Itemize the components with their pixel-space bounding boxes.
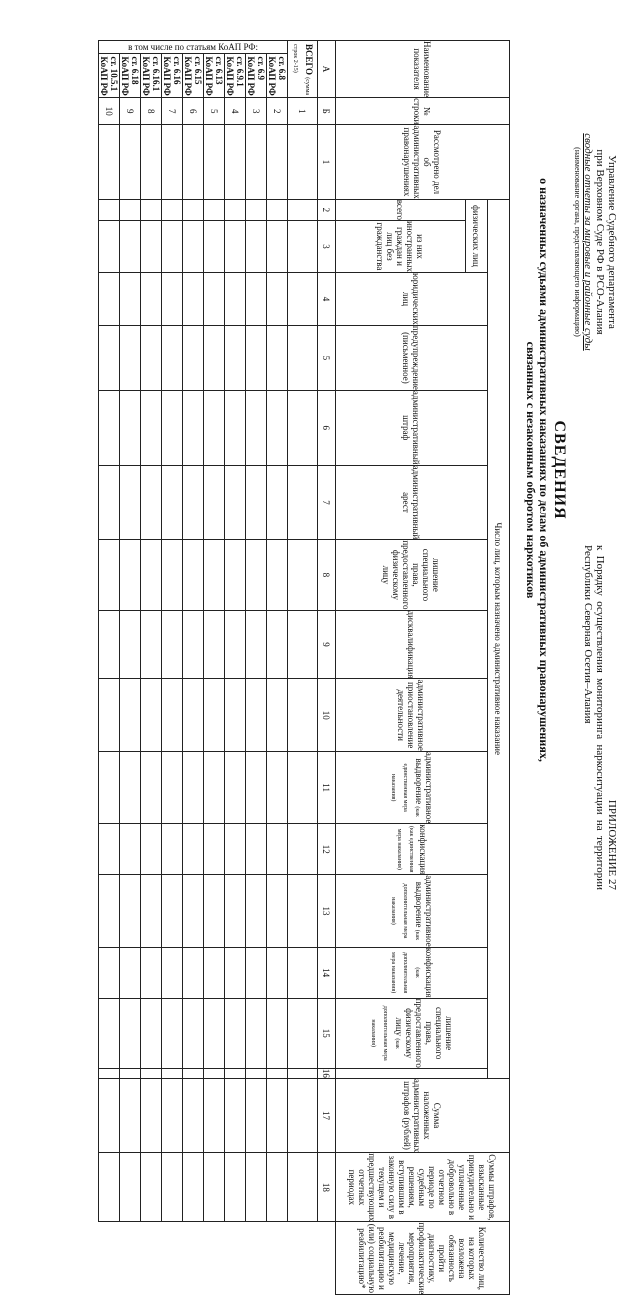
col-13-header: [336, 875, 488, 947]
data-cell[interactable]: [246, 465, 267, 540]
data-cell[interactable]: [141, 125, 162, 199]
data-cell[interactable]: [183, 875, 204, 947]
data-cell[interactable]: [288, 998, 318, 1068]
data-cell[interactable]: [141, 751, 162, 823]
data-cell[interactable]: [183, 1153, 204, 1222]
data-cell[interactable]: [288, 125, 318, 199]
data-cell[interactable]: [162, 998, 183, 1068]
col-8-header: лишение специального права, предоставленного физическому лицу: [336, 540, 488, 610]
data-cell[interactable]: [99, 1078, 120, 1152]
data-cell[interactable]: [141, 199, 162, 220]
data-cell[interactable]: [99, 125, 120, 199]
data-cell[interactable]: [141, 1153, 162, 1222]
data-cell[interactable]: [204, 325, 225, 390]
label-b: Б: [318, 98, 336, 125]
data-cell[interactable]: [120, 465, 141, 540]
data-cell[interactable]: [246, 273, 267, 326]
appendix-number: ПРИЛОЖЕНИЕ 27: [606, 799, 618, 890]
col-9-header: дисквалификация: [336, 610, 488, 679]
data-cell[interactable]: [204, 751, 225, 823]
data-cell[interactable]: [267, 998, 288, 1068]
data-cell[interactable]: [246, 947, 267, 998]
data-cell[interactable]: [99, 390, 120, 465]
data-cell[interactable]: [120, 947, 141, 998]
data-cell[interactable]: [246, 679, 267, 751]
title-line-1: о назначенных судьями административных наказаниях по делам об административных правонарушениях,: [537, 178, 551, 762]
data-cell[interactable]: [162, 220, 183, 272]
data-cell[interactable]: [246, 1068, 267, 1078]
data-cell[interactable]: [225, 998, 246, 1068]
data-cell[interactable]: [99, 610, 120, 679]
data-cell[interactable]: [120, 390, 141, 465]
data-cell[interactable]: [120, 1068, 141, 1078]
col-num-10: 10: [318, 679, 336, 751]
col-num-5: 5: [318, 325, 336, 390]
data-cell[interactable]: [99, 199, 120, 220]
document-title: [524, 150, 568, 790]
col-2-header: всего: [336, 199, 466, 220]
data-cell[interactable]: [141, 998, 162, 1068]
data-cell[interactable]: [288, 679, 318, 751]
row-article: ст. 6.9 КоАП РФ: [246, 53, 267, 98]
data-cell[interactable]: [225, 199, 246, 220]
data-cell[interactable]: [288, 465, 318, 540]
data-cell[interactable]: [288, 1153, 318, 1222]
row-article: ст. 6.8 КоАП РФ: [267, 53, 288, 98]
issuer-line-1: Управление Судебного департамента: [606, 155, 618, 329]
row-num: 3: [246, 98, 267, 125]
total-label: ВСЕГО: [304, 44, 315, 76]
data-cell[interactable]: [99, 273, 120, 326]
data-cell[interactable]: [162, 325, 183, 390]
issuer-line-3: сводные отчеты за мировые и районные суды: [582, 133, 594, 351]
col-18-header: Количество лиц, на которых возложена обязанность пройти диагностику, профилактические мероприятия, лечение, медицинскую реабилитацию и (или) социальную реабилитацию*: [336, 1222, 510, 1295]
data-cell[interactable]: [120, 220, 141, 272]
data-cell[interactable]: [141, 390, 162, 465]
data-cell[interactable]: [225, 1078, 246, 1152]
data-cell[interactable]: [204, 465, 225, 540]
data-cell[interactable]: [162, 679, 183, 751]
data-cell[interactable]: [183, 824, 204, 875]
data-cell[interactable]: [162, 824, 183, 875]
including-label: в том числе по статьям КоАП РФ:: [128, 41, 258, 52]
data-cell[interactable]: [288, 220, 318, 272]
data-cell[interactable]: [183, 220, 204, 272]
data-cell[interactable]: [183, 679, 204, 751]
data-cell[interactable]: [267, 125, 288, 199]
data-cell[interactable]: [183, 1078, 204, 1152]
data-cell[interactable]: [141, 610, 162, 679]
data-cell[interactable]: [183, 125, 204, 199]
data-cell[interactable]: [99, 998, 120, 1068]
data-cell[interactable]: [225, 273, 246, 326]
col-12-header: [336, 824, 488, 875]
data-cell[interactable]: [99, 751, 120, 823]
row-article: ст. 6.16 КоАП РФ: [162, 53, 183, 98]
col-11-label: административное выдворение: [414, 751, 435, 824]
data-cell[interactable]: [267, 1068, 288, 1078]
row-num: 2: [267, 98, 288, 125]
data-cell[interactable]: [288, 390, 318, 465]
data-cell[interactable]: [204, 1078, 225, 1152]
col-num-15: 15: [318, 998, 336, 1068]
data-cell[interactable]: [120, 998, 141, 1068]
col-num-12: 12: [318, 824, 336, 875]
col-num-18: 18: [318, 1153, 336, 1222]
total-row-label: [288, 41, 318, 98]
data-cell[interactable]: [141, 824, 162, 875]
data-cell[interactable]: [267, 1078, 288, 1152]
col-15-label: лишение специального права, предоставленного физическому лицу: [394, 998, 455, 1068]
data-cell[interactable]: [288, 199, 318, 220]
col-16-header: Сумма наложенных административных штрафов (рублей): [336, 1078, 510, 1152]
data-cell[interactable]: [162, 947, 183, 998]
data-cell[interactable]: [288, 610, 318, 679]
data-cell[interactable]: [225, 220, 246, 272]
data-cell[interactable]: [183, 1068, 204, 1078]
data-cell[interactable]: [120, 1078, 141, 1152]
data-cell[interactable]: [120, 824, 141, 875]
group-phys-header: физических лиц: [466, 199, 488, 272]
data-cell[interactable]: [267, 875, 288, 947]
data-cell[interactable]: [162, 199, 183, 220]
data-cell[interactable]: [267, 751, 288, 823]
data-cell[interactable]: [99, 540, 120, 610]
data-cell[interactable]: [204, 1068, 225, 1078]
col-6-header: административный штраф: [336, 390, 488, 465]
col-5-header: предупреждение (письменное): [336, 325, 488, 390]
data-cell[interactable]: [204, 610, 225, 679]
data-cell[interactable]: [120, 875, 141, 947]
data-cell[interactable]: [99, 824, 120, 875]
data-cell[interactable]: [183, 998, 204, 1068]
data-cell[interactable]: [288, 273, 318, 326]
data-cell[interactable]: [183, 325, 204, 390]
data-cell[interactable]: [162, 1153, 183, 1222]
data-cell[interactable]: [246, 824, 267, 875]
col-4-header: юридических лиц: [336, 273, 488, 326]
col-num-7: 7: [318, 465, 336, 540]
total-note: (сумма строк 2-15): [292, 44, 311, 95]
issuer-caption: (наименование органа, представляющего информацию): [573, 147, 582, 337]
col-num-9: 9: [318, 610, 336, 679]
data-cell[interactable]: [162, 273, 183, 326]
data-cell[interactable]: [120, 679, 141, 751]
data-cell[interactable]: [183, 199, 204, 220]
data-cell[interactable]: [141, 947, 162, 998]
col-num-1: 1: [318, 125, 336, 199]
data-cell[interactable]: [120, 125, 141, 199]
data-cell[interactable]: [267, 540, 288, 610]
including-label-cell: [99, 41, 288, 54]
data-cell[interactable]: [204, 1153, 225, 1222]
data-cell[interactable]: [246, 1078, 267, 1152]
data-cell[interactable]: [204, 199, 225, 220]
col-num-2: 2: [318, 199, 336, 220]
total-row-num: 1: [288, 98, 318, 125]
data-cell[interactable]: [204, 273, 225, 326]
data-cell[interactable]: [120, 273, 141, 326]
data-cell[interactable]: [225, 325, 246, 390]
data-cell[interactable]: [288, 325, 318, 390]
data-cell[interactable]: [225, 125, 246, 199]
report-table: [98, 40, 510, 1295]
data-cell[interactable]: [99, 875, 120, 947]
data-cell[interactable]: [225, 390, 246, 465]
data-cell[interactable]: [99, 465, 120, 540]
data-cell[interactable]: [204, 540, 225, 610]
data-cell[interactable]: [246, 125, 267, 199]
data-cell[interactable]: [225, 679, 246, 751]
data-cell[interactable]: [288, 540, 318, 610]
data-cell[interactable]: [288, 751, 318, 823]
data-cell[interactable]: [225, 540, 246, 610]
data-cell[interactable]: [246, 390, 267, 465]
col-num-4: 4: [318, 273, 336, 326]
title-line-2: связанных с незаконным оборотом наркотиков: [524, 341, 538, 599]
group-persons-header: Число лиц, которым назначено административное наказание: [488, 199, 510, 1078]
col-7-header: административный арест: [336, 465, 488, 540]
data-cell[interactable]: [204, 390, 225, 465]
header-row-number: № строки: [336, 98, 510, 125]
data-cell[interactable]: [120, 610, 141, 679]
row-num: 7: [162, 98, 183, 125]
data-cell[interactable]: [246, 610, 267, 679]
data-cell[interactable]: [246, 875, 267, 947]
data-cell[interactable]: [162, 125, 183, 199]
data-cell[interactable]: [141, 273, 162, 326]
data-cell[interactable]: [120, 751, 141, 823]
row-article: ст. 6.9.1 КоАП РФ: [225, 53, 246, 98]
data-cell[interactable]: [204, 220, 225, 272]
row-article: ст. 10.5.1 КоАП РФ: [99, 53, 120, 98]
data-cell[interactable]: [246, 220, 267, 272]
label-a: А: [318, 41, 336, 98]
col-11-note: (как единственная мера наказания): [390, 763, 421, 817]
col-14-note: (как дополнительная мера наказания): [390, 952, 421, 994]
col-3-header: из них иностранных граждан и лиц без гражданства: [336, 220, 466, 272]
data-cell[interactable]: [267, 325, 288, 390]
data-cell[interactable]: [288, 1068, 318, 1078]
col-10-header: административное приостановление деятельности: [336, 679, 488, 751]
data-cell[interactable]: [141, 875, 162, 947]
data-cell[interactable]: [288, 1078, 318, 1152]
data-cell[interactable]: [204, 679, 225, 751]
data-cell[interactable]: [246, 325, 267, 390]
data-cell[interactable]: [162, 610, 183, 679]
data-cell[interactable]: [288, 824, 318, 875]
data-cell[interactable]: [225, 875, 246, 947]
data-cell[interactable]: [246, 540, 267, 610]
data-cell[interactable]: [162, 390, 183, 465]
data-cell[interactable]: [141, 540, 162, 610]
data-cell[interactable]: [183, 751, 204, 823]
issuer-header: [572, 52, 618, 432]
row-num: 5: [204, 98, 225, 125]
col-1-header: Рассмотрено дел об административных правонарушениях: [336, 125, 510, 199]
data-cell[interactable]: [267, 824, 288, 875]
appendix-header: [582, 545, 618, 890]
data-cell[interactable]: [183, 540, 204, 610]
data-cell[interactable]: [99, 220, 120, 272]
col-15-note: (как дополнительная мера наказания): [370, 1005, 401, 1061]
data-cell[interactable]: [141, 220, 162, 272]
data-cell[interactable]: [246, 998, 267, 1068]
col-num-8: 8: [318, 540, 336, 610]
data-cell[interactable]: [246, 1153, 267, 1222]
col-num-13: 13: [318, 875, 336, 947]
row-article: ст. 6.18 КоАП РФ: [120, 53, 141, 98]
data-cell[interactable]: [141, 1078, 162, 1152]
col-17-header: Суммы штрафов, взысканные принудительно и уплаченные добровольно в отчетном периоде по судебным решениям, вступившим в законную силу в текущем и предшествующих отчетных периодах: [336, 1153, 510, 1222]
col-14-header: [336, 947, 488, 998]
data-cell[interactable]: [141, 679, 162, 751]
data-cell[interactable]: [267, 220, 288, 272]
data-cell[interactable]: [162, 1068, 183, 1078]
data-cell[interactable]: [225, 751, 246, 823]
row-num: 10: [99, 98, 120, 125]
col-num-11: 11: [318, 751, 336, 823]
data-cell[interactable]: [288, 947, 318, 998]
data-cell[interactable]: [183, 947, 204, 998]
data-cell[interactable]: [183, 465, 204, 540]
col-num-3: 3: [318, 220, 336, 272]
col-14-label: конфискация: [424, 947, 435, 998]
row-article: ст. 6.16.1 КоАП РФ: [141, 53, 162, 98]
data-cell[interactable]: [225, 465, 246, 540]
data-cell[interactable]: [267, 199, 288, 220]
data-cell[interactable]: [204, 824, 225, 875]
data-cell[interactable]: [267, 273, 288, 326]
data-cell[interactable]: [162, 1078, 183, 1152]
data-cell[interactable]: [99, 1153, 120, 1222]
col-num-16: 16: [318, 1068, 336, 1078]
col-12-note: (как единственная мера наказания): [396, 826, 415, 873]
data-cell[interactable]: [204, 998, 225, 1068]
data-cell[interactable]: [120, 199, 141, 220]
data-cell[interactable]: [99, 1068, 120, 1078]
data-cell[interactable]: [162, 540, 183, 610]
data-cell[interactable]: [267, 679, 288, 751]
col-num-6: 6: [318, 390, 336, 465]
row-article: ст. 6.13 КоАП РФ: [204, 53, 225, 98]
data-cell[interactable]: [246, 751, 267, 823]
data-cell[interactable]: [225, 1068, 246, 1078]
row-num: 4: [225, 98, 246, 125]
data-cell[interactable]: [204, 125, 225, 199]
data-cell[interactable]: [267, 1153, 288, 1222]
data-cell[interactable]: [225, 824, 246, 875]
data-cell[interactable]: [267, 465, 288, 540]
data-cell[interactable]: [141, 465, 162, 540]
data-cell[interactable]: [183, 610, 204, 679]
data-cell[interactable]: [183, 273, 204, 326]
issuer-line-2: при Верховном Суде РФ в РСО-Алания: [594, 149, 606, 335]
col-11-header: [336, 751, 488, 823]
data-cell[interactable]: [162, 875, 183, 947]
data-cell[interactable]: [246, 199, 267, 220]
data-cell[interactable]: [120, 325, 141, 390]
data-cell[interactable]: [225, 1153, 246, 1222]
data-cell[interactable]: [225, 947, 246, 998]
row-num: 9: [120, 98, 141, 125]
col-15-header: [336, 998, 488, 1068]
data-cell[interactable]: [162, 465, 183, 540]
appendix-text: к Порядку осуществления мониторинга наркоситуации на территории Республики Северная Осетия–Алания: [582, 545, 606, 890]
data-cell[interactable]: [120, 540, 141, 610]
row-num: 6: [183, 98, 204, 125]
data-cell[interactable]: [288, 875, 318, 947]
data-cell[interactable]: [162, 751, 183, 823]
data-cell[interactable]: [183, 390, 204, 465]
row-num: 8: [141, 98, 162, 125]
data-cell[interactable]: [225, 610, 246, 679]
row-article: ст. 6.15 КоАП РФ: [183, 53, 204, 98]
data-cell[interactable]: [99, 325, 120, 390]
col-13-label: административное выдворение: [414, 875, 435, 947]
data-cell[interactable]: [141, 325, 162, 390]
data-cell[interactable]: [267, 390, 288, 465]
col-num-17: 17: [318, 1078, 336, 1152]
data-cell[interactable]: [267, 610, 288, 679]
data-cell[interactable]: [99, 947, 120, 998]
col-13-note: (как дополнительная мера наказания): [390, 883, 421, 941]
data-cell[interactable]: [267, 947, 288, 998]
data-cell[interactable]: [204, 947, 225, 998]
data-cell[interactable]: [99, 679, 120, 751]
header-indicator-name: Наименование показателя: [336, 41, 510, 98]
data-cell[interactable]: [141, 1068, 162, 1078]
col-12-label: конфискация: [418, 824, 429, 875]
title-main: СВЕДЕНИЯ: [551, 420, 568, 520]
data-cell[interactable]: [120, 1153, 141, 1222]
data-cell[interactable]: [204, 875, 225, 947]
col-num-14: 14: [318, 947, 336, 998]
